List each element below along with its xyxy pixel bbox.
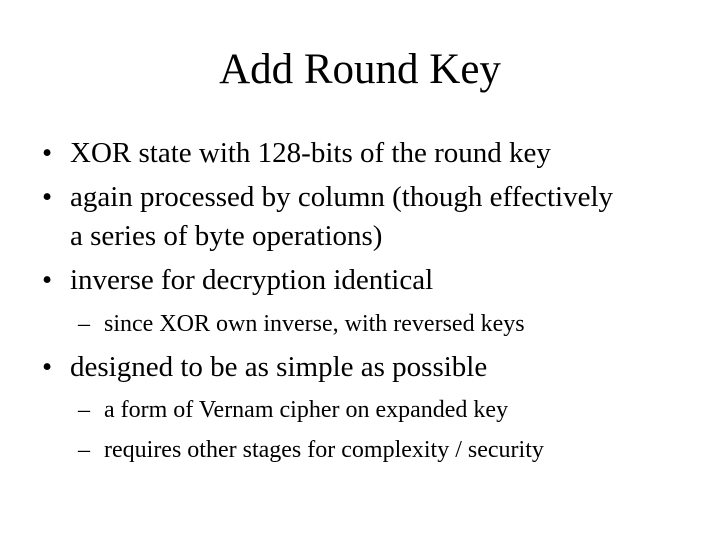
bullet-item — [42, 263, 434, 298]
dash-icon: – — [78, 437, 90, 463]
bullet-text: again processed by column (though effectively — [70, 181, 614, 213]
bullet-item — [42, 350, 488, 385]
dash-icon: – — [78, 397, 90, 423]
bullet-text: inverse for decryption identical — [70, 264, 434, 296]
bullet-item — [42, 136, 551, 171]
bullet-text: XOR state with 128-bits of the round key — [70, 137, 551, 169]
sub-bullet-item — [78, 436, 544, 464]
sub-bullet-text: since XOR own inverse, with reversed keys — [104, 311, 525, 337]
bullet-icon: • — [42, 264, 53, 296]
slide-title: Add Round Key — [219, 46, 501, 93]
bullet-text: a series of byte operations) — [70, 220, 383, 252]
sub-bullet-item — [78, 396, 509, 424]
bullet-continuation — [70, 219, 382, 254]
bullet-icon: • — [42, 351, 53, 383]
bullet-text: designed to be as simple as possible — [70, 351, 488, 383]
bullet-icon: • — [42, 137, 53, 169]
dash-icon: – — [78, 311, 90, 337]
sub-bullet-text: a form of Vernam cipher on expanded key — [104, 397, 509, 423]
bullet-icon: • — [42, 181, 53, 213]
sub-bullet-item — [78, 310, 525, 338]
sub-bullet-text: requires other stages for complexity / security — [104, 437, 544, 463]
bullet-item — [42, 180, 614, 215]
